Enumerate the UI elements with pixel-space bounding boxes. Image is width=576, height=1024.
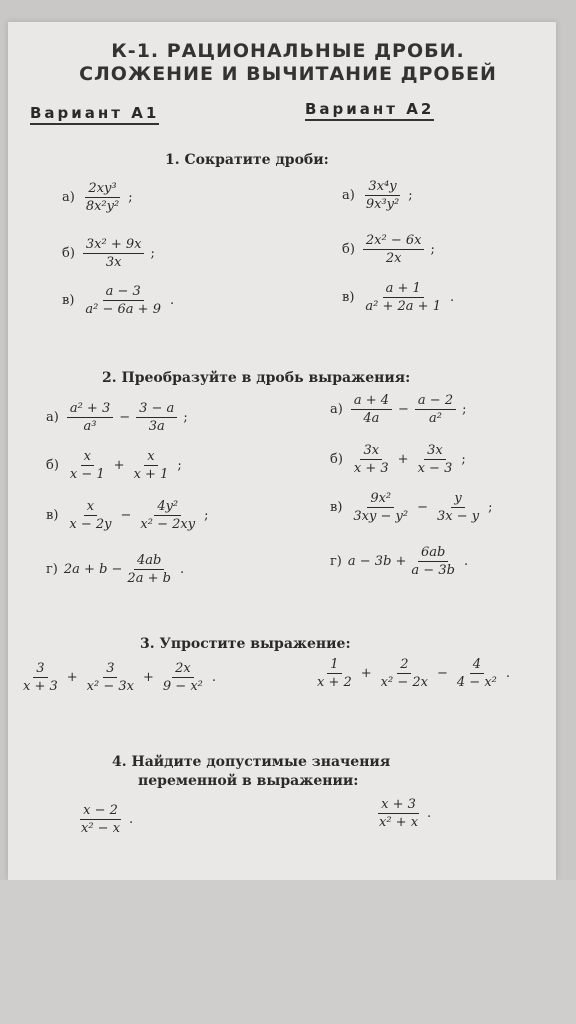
numerator: x − 2 xyxy=(80,802,121,820)
numerator: 2x² − 6x xyxy=(363,232,425,250)
denominator: x + 1 xyxy=(133,467,169,482)
fraction xyxy=(454,656,500,691)
task1-heading: 1. Сократите дроби: xyxy=(165,152,329,168)
denominator: x − 1 xyxy=(69,467,105,482)
numerator: 3 − a xyxy=(136,400,177,418)
task1-left-c xyxy=(62,283,174,318)
fraction xyxy=(136,400,177,435)
numerator: a + 1 xyxy=(383,280,424,298)
task2-heading: 2. Преобразуйте в дробь выражения: xyxy=(102,370,411,386)
numerator: 3x⁴y xyxy=(365,178,399,196)
punctuation: ; xyxy=(150,246,155,261)
punctuation: ; xyxy=(183,410,188,425)
numerator: 2 xyxy=(397,656,411,674)
item-label: г) xyxy=(46,562,58,577)
denominator: 4a xyxy=(363,411,380,426)
fraction xyxy=(378,656,431,691)
punctuation: ; xyxy=(204,508,209,523)
variant-a1: Вариант А1 xyxy=(30,104,159,125)
task1-right-c xyxy=(342,280,454,315)
punctuation: . xyxy=(179,562,185,577)
fraction xyxy=(124,552,174,587)
numerator: x xyxy=(144,448,157,466)
punctuation: ; xyxy=(128,190,133,205)
punctuation: . xyxy=(463,554,469,569)
denominator: 9 − x² xyxy=(162,679,203,694)
fraction xyxy=(415,442,456,477)
task3-right-expression xyxy=(312,656,510,691)
operator: − xyxy=(417,500,428,515)
numerator: 2xy³ xyxy=(85,180,119,198)
denominator: 2x xyxy=(385,251,402,266)
denominator: x² − 3x xyxy=(86,679,134,694)
numerator: 2x xyxy=(172,660,194,678)
fraction xyxy=(408,544,458,579)
punctuation: ; xyxy=(430,242,435,257)
numerator: x + 3 xyxy=(378,796,419,814)
denominator: a³ xyxy=(83,419,97,434)
operator: + xyxy=(360,666,372,681)
fraction xyxy=(83,236,145,271)
fraction xyxy=(350,490,411,525)
item-label: а) xyxy=(342,188,355,203)
denominator: x + 3 xyxy=(353,461,389,476)
numerator: 3x² + 9x xyxy=(83,236,145,254)
denominator: x² + x xyxy=(379,815,419,830)
item-label: в) xyxy=(342,290,355,305)
denominator: x² − x xyxy=(81,821,121,836)
denominator: a² xyxy=(429,411,442,426)
task4-left-expression xyxy=(76,802,133,837)
denominator: x − 3 xyxy=(417,461,453,476)
denominator: a − 3b xyxy=(411,563,455,578)
item-label: а) xyxy=(46,410,59,425)
table-surface xyxy=(0,880,576,1024)
fraction xyxy=(376,796,421,831)
denominator: x + 2 xyxy=(317,675,352,690)
task4-heading-line-2: переменной в выражении: xyxy=(138,773,359,789)
numerator: y xyxy=(451,490,464,508)
fraction xyxy=(160,660,206,695)
task4-heading-line-1: 4. Найдите допустимые значения xyxy=(112,754,391,770)
operator: − xyxy=(120,508,132,523)
task2-left-b xyxy=(46,448,182,483)
task1-left-a xyxy=(62,180,133,215)
item-label: б) xyxy=(62,246,75,261)
punctuation: . xyxy=(169,293,175,308)
denominator: 3a xyxy=(148,419,165,434)
punctuation: . xyxy=(427,806,432,821)
expression-prefix: a − 3b + xyxy=(347,554,407,569)
denominator: x − 2y xyxy=(69,517,112,532)
item-label: в) xyxy=(62,293,75,308)
fraction xyxy=(66,498,114,533)
denominator: a² − 6a + 9 xyxy=(85,302,161,317)
fraction xyxy=(434,490,482,525)
title-line-2: СЛОЖЕНИЕ И ВЫЧИТАНИЕ ДРОБЕЙ xyxy=(79,63,497,85)
numerator: 3 xyxy=(33,660,47,678)
task2-right-a xyxy=(330,392,467,427)
numerator: a − 2 xyxy=(415,392,456,410)
task2-left-c xyxy=(46,498,208,533)
fraction xyxy=(363,232,425,267)
operator: + xyxy=(142,670,154,685)
item-label: в) xyxy=(46,508,59,523)
numerator: 4 xyxy=(470,656,484,674)
numerator: 3x xyxy=(360,442,382,460)
denominator: 2a + b xyxy=(127,571,171,586)
punctuation: . xyxy=(449,290,455,305)
item-label: а) xyxy=(330,402,343,417)
denominator: 8x²y² xyxy=(85,199,120,214)
item-label: б) xyxy=(342,242,355,257)
numerator: 6ab xyxy=(418,544,448,562)
denominator: 4 − x² xyxy=(456,675,497,690)
denominator: x² − 2x xyxy=(380,675,428,690)
numerator: a² + 3 xyxy=(67,400,113,418)
numerator: 4ab xyxy=(134,552,164,570)
fraction xyxy=(84,660,137,695)
punctuation: ; xyxy=(488,500,493,515)
item-label: б) xyxy=(330,452,343,467)
fraction xyxy=(82,283,164,318)
task2-right-d xyxy=(330,544,468,579)
fraction xyxy=(78,802,123,837)
denominator: 9x³y² xyxy=(365,197,400,212)
fraction xyxy=(131,448,172,483)
fraction xyxy=(351,442,392,477)
numerator: 1 xyxy=(327,656,341,674)
numerator: 3 xyxy=(103,660,117,678)
task3-left-expression xyxy=(18,660,216,695)
task2-left-a xyxy=(46,400,188,435)
task3-heading: 3. Упростите выражение: xyxy=(140,636,351,652)
fraction xyxy=(415,392,456,427)
punctuation: ; xyxy=(408,188,413,203)
title-line-1: К-1. РАЦИОНАЛЬНЫЕ ДРОБИ. xyxy=(111,40,465,62)
item-label: г) xyxy=(330,554,342,569)
punctuation: . xyxy=(129,812,134,827)
operator: + xyxy=(66,670,78,685)
fraction xyxy=(20,660,61,695)
numerator: 9x² xyxy=(367,490,394,508)
numerator: a + 4 xyxy=(351,392,392,410)
task2-right-c xyxy=(330,490,492,525)
punctuation: . xyxy=(505,666,511,681)
item-label: в) xyxy=(330,500,343,515)
item-label: б) xyxy=(46,458,59,473)
operator: − xyxy=(398,402,409,417)
numerator: 3x xyxy=(424,442,446,460)
punctuation: ; xyxy=(462,402,467,417)
numerator: 4y² xyxy=(154,498,181,516)
numerator: x xyxy=(81,448,94,466)
numerator: x xyxy=(84,498,97,516)
punctuation: ; xyxy=(177,458,182,473)
expression-prefix: 2a + b − xyxy=(63,562,123,577)
task2-left-d xyxy=(46,552,184,587)
task2-right-b xyxy=(330,442,466,477)
fraction xyxy=(67,448,108,483)
task4-right-expression xyxy=(374,796,431,831)
operator: − xyxy=(436,666,448,681)
operator: + xyxy=(113,458,125,473)
fraction xyxy=(362,280,444,315)
operator: − xyxy=(119,410,131,425)
denominator: x + 3 xyxy=(23,679,58,694)
denominator: x² − 2xy xyxy=(140,517,196,532)
fraction xyxy=(137,498,198,533)
task1-left-b xyxy=(62,236,155,271)
fraction xyxy=(83,180,122,215)
operator: + xyxy=(397,452,409,467)
item-label: а) xyxy=(62,190,75,205)
task1-right-b xyxy=(342,232,435,267)
punctuation: ; xyxy=(461,452,466,467)
fraction xyxy=(314,656,355,691)
denominator: 3xy − y² xyxy=(353,509,409,524)
variant-a2: Вариант А2 xyxy=(305,100,434,121)
fraction xyxy=(351,392,392,427)
denominator: 3x − y xyxy=(436,509,480,524)
fraction xyxy=(67,400,113,435)
numerator: a − 3 xyxy=(103,283,144,301)
punctuation: . xyxy=(211,670,217,685)
task1-right-a xyxy=(342,178,413,213)
denominator: 3x xyxy=(105,255,122,270)
denominator: a² + 2a + 1 xyxy=(365,299,441,314)
fraction xyxy=(363,178,402,213)
